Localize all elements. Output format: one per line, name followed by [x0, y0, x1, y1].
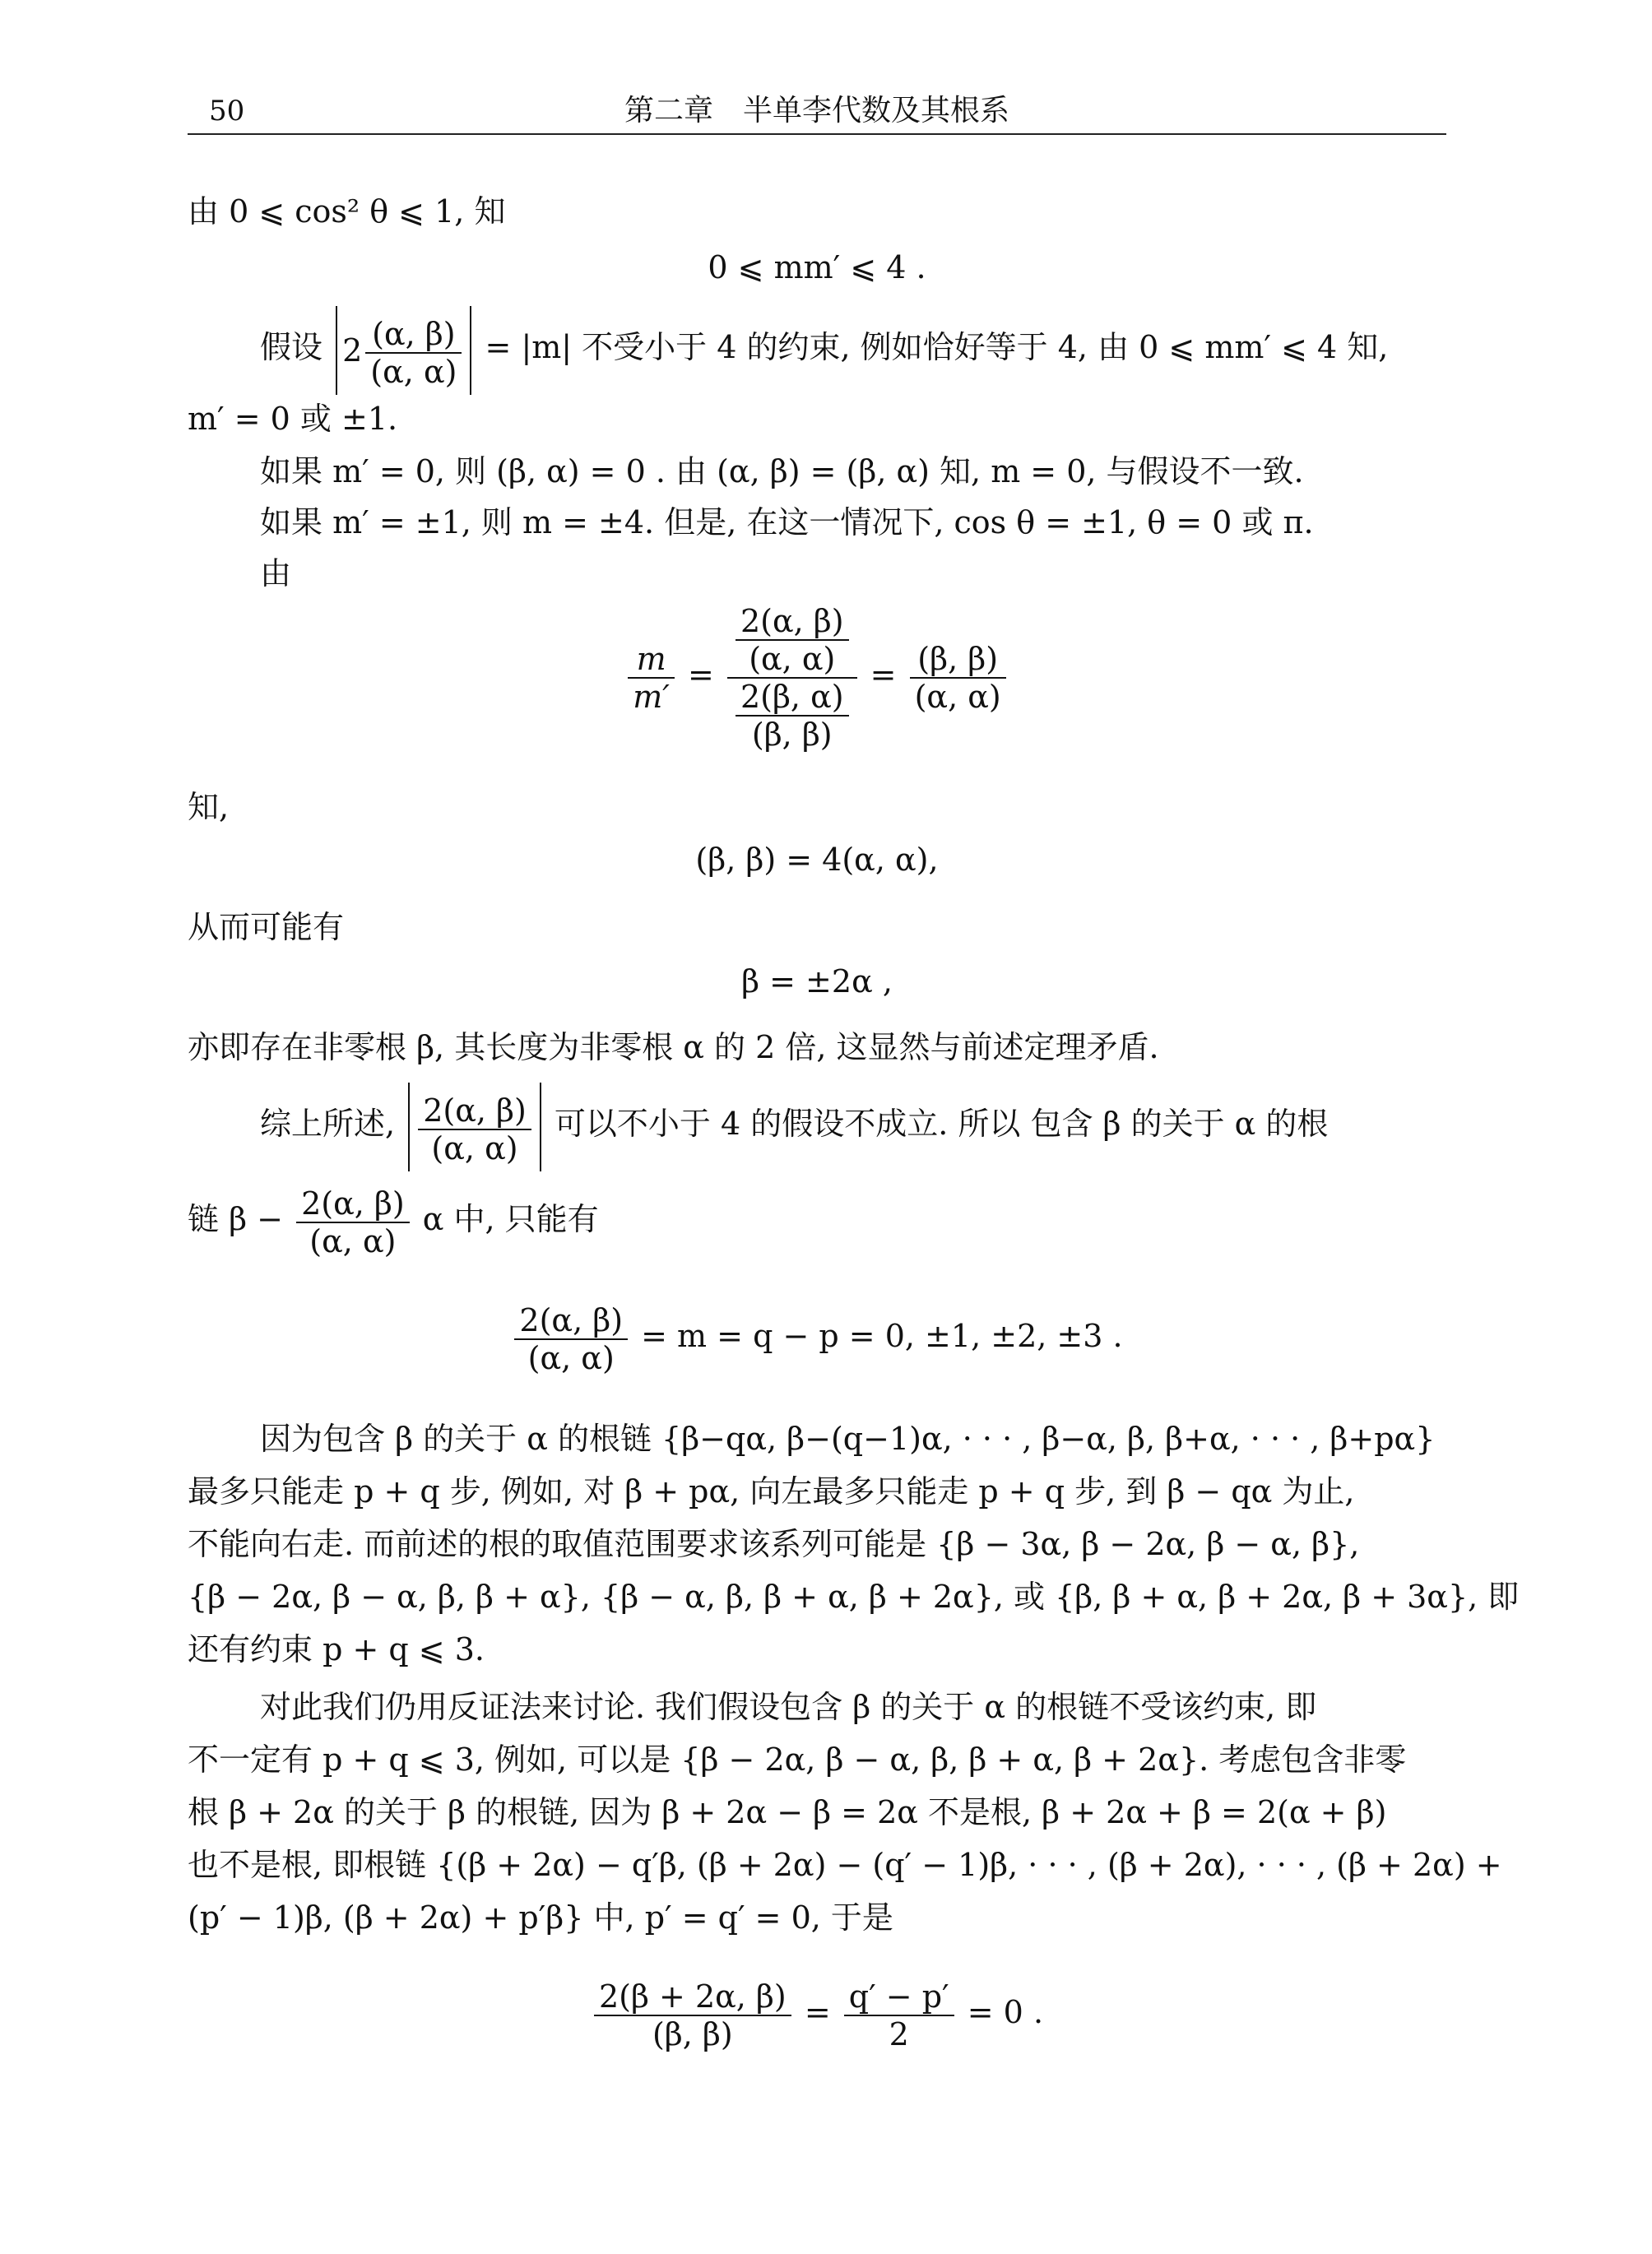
page-number: 50: [209, 95, 245, 128]
text-fragment: 链 β −: [188, 1201, 283, 1237]
text-line: 由 0 ⩽ cos² θ ⩽ 1, 知: [188, 193, 506, 230]
text-line: 因为包含 β 的关于 α 的根链 {β−qα, β−(q−1)α, · · · , β−α, β, β+α, · · · , β+pα}: [260, 1421, 1436, 1457]
text-line-with-fraction: [260, 1079, 1446, 1168]
fraction: [418, 1092, 531, 1166]
text-line: 对此我们仍用反证法来讨论. 我们假设包含 β 的关于 α 的根链不受该约束, 即: [260, 1689, 1317, 1725]
text-fragment: 综上所述,: [260, 1106, 396, 1142]
equals-sign: =: [804, 1994, 831, 2030]
compound-fraction: [727, 603, 857, 753]
absolute-value: [408, 1083, 541, 1171]
display-equation: [188, 1292, 1446, 1380]
fraction-numerator: m: [628, 641, 675, 679]
text-line: {β − 2α, β − α, β, β + α}, {β − α, β, β + α, β + 2α}, 或 {β, β + α, β + 2α, β + 3α}, 即: [188, 1579, 1520, 1615]
text-line: 亦即存在非零根 β, 其长度为非零根 α 的 2 倍, 这显然与前述定理矛盾.: [188, 1029, 1159, 1065]
running-header: [188, 89, 1446, 133]
fraction: [365, 316, 462, 390]
equals-sign: =: [870, 656, 897, 693]
fraction-numerator: 2(β + 2α, β): [594, 1978, 791, 2016]
text-line: 从而可能有: [188, 909, 345, 945]
fraction-denominator: (α, α): [749, 640, 836, 677]
fraction: [736, 679, 849, 753]
text-line: 不一定有 p + q ⩽ 3, 例如, 可以是 {β − 2α, β − α, β, β + α, β + 2α}. 考虑包含非零: [188, 1742, 1407, 1778]
text-line-with-fraction: [260, 303, 1446, 392]
fraction-numerator: 2(α, β): [418, 1092, 531, 1130]
fraction-denominator: m′: [633, 678, 670, 715]
display-equation: β = ±2α ,: [741, 963, 893, 999]
text-line: 由: [260, 555, 292, 591]
absolute-value: [336, 306, 471, 395]
text-line: 还有约束 p + q ⩽ 3.: [188, 1631, 485, 1667]
text-line-with-fraction: [188, 1175, 1446, 1264]
text-line: 也不是根, 即根链 {(β + 2α) − q′β, (β + 2α) − (q′ − 1)β, · · · , (β + 2α), · · · , (β + 2α) +: [188, 1847, 1502, 1883]
fraction: [628, 641, 675, 715]
text-line: 最多只能走 p + q 步, 例如, 对 β + pα, 向左最多只能走 p + q 步, 到 β − qα 为止,: [188, 1473, 1355, 1510]
display-equation: (β, β) = 4(α, α),: [695, 842, 939, 878]
fraction-denominator: (α, α): [309, 1222, 397, 1259]
fraction-numerator: (α, β): [365, 316, 462, 354]
fraction-numerator: 2(β, α): [736, 679, 849, 717]
fraction: [910, 641, 1006, 715]
text-line: m′ = 0 或 ±1.: [188, 401, 398, 437]
fraction-denominator: (β, β): [751, 716, 833, 753]
text-line: 如果 m′ = ±1, 则 m = ±4. 但是, 在这一情况下, cos θ = ±1, θ = 0 或 π.: [260, 504, 1314, 540]
fraction: [736, 603, 849, 677]
text-line: 知,: [188, 789, 230, 825]
equals-sign: =: [688, 656, 714, 693]
header-rule: [188, 133, 1446, 135]
text-fragment: = 0 .: [967, 1994, 1044, 2030]
fraction: [594, 1978, 791, 2052]
text-fragment: 可以不小于 4 的假设不成立. 所以 包含 β 的关于 α 的根: [554, 1106, 1329, 1142]
compound-denominator: [727, 679, 857, 753]
display-equation: [188, 1968, 1446, 2057]
fraction-numerator: 2(α, β): [514, 1302, 628, 1340]
fraction-denominator: (α, α): [527, 1339, 615, 1376]
text-line: (p′ − 1)β, (β + 2α) + p′β} 中, p′ = q′ = 0, 于是: [188, 1899, 893, 1936]
compound-numerator: [727, 603, 857, 679]
text-line: 根 β + 2α 的关于 β 的根链, 因为 β + 2α − β = 2α 不是根, β + 2α + β = 2(α + β): [188, 1794, 1387, 1830]
fraction: [296, 1185, 410, 1259]
coefficient: 2: [342, 332, 363, 369]
fraction: [844, 1978, 954, 2052]
text-fragment: α 中, 只能有: [422, 1201, 599, 1237]
fraction-denominator: (α, α): [914, 678, 1001, 715]
fraction: [514, 1302, 628, 1376]
text-fragment: = |m| 不受小于 4 的约束, 例如恰好等于 4, 由 0 ⩽ mm′ ⩽ 4 知,: [485, 329, 1389, 365]
fraction-numerator: 2(α, β): [296, 1185, 410, 1223]
fraction-denominator: (α, α): [431, 1130, 518, 1166]
fraction-numerator: (β, β): [910, 641, 1006, 679]
text-fragment: = m = q − p = 0, ±1, ±2, ±3 .: [641, 1318, 1123, 1354]
text-line: 如果 m′ = 0, 则 (β, α) = 0 . 由 (α, β) = (β, α) 知, m = 0, 与假设不一致.: [260, 453, 1304, 489]
display-equation-compound-fraction: [188, 592, 1446, 757]
display-equation: 0 ⩽ mm′ ⩽ 4 .: [708, 249, 926, 285]
fraction-denominator: (β, β): [652, 2015, 733, 2052]
text-line: 不能向右走. 而前述的根的取值范围要求该系列可能是 {β − 3α, β − 2α, β − α, β},: [188, 1526, 1360, 1562]
fraction-denominator: (α, α): [370, 354, 457, 390]
fraction-numerator: q′ − p′: [844, 1978, 954, 2016]
fraction-numerator: 2(α, β): [736, 603, 849, 641]
text-fragment: 假设: [260, 329, 323, 365]
chapter-title: 第二章 半单李代数及其根系: [624, 94, 1009, 128]
fraction-denominator: 2: [889, 2015, 909, 2052]
